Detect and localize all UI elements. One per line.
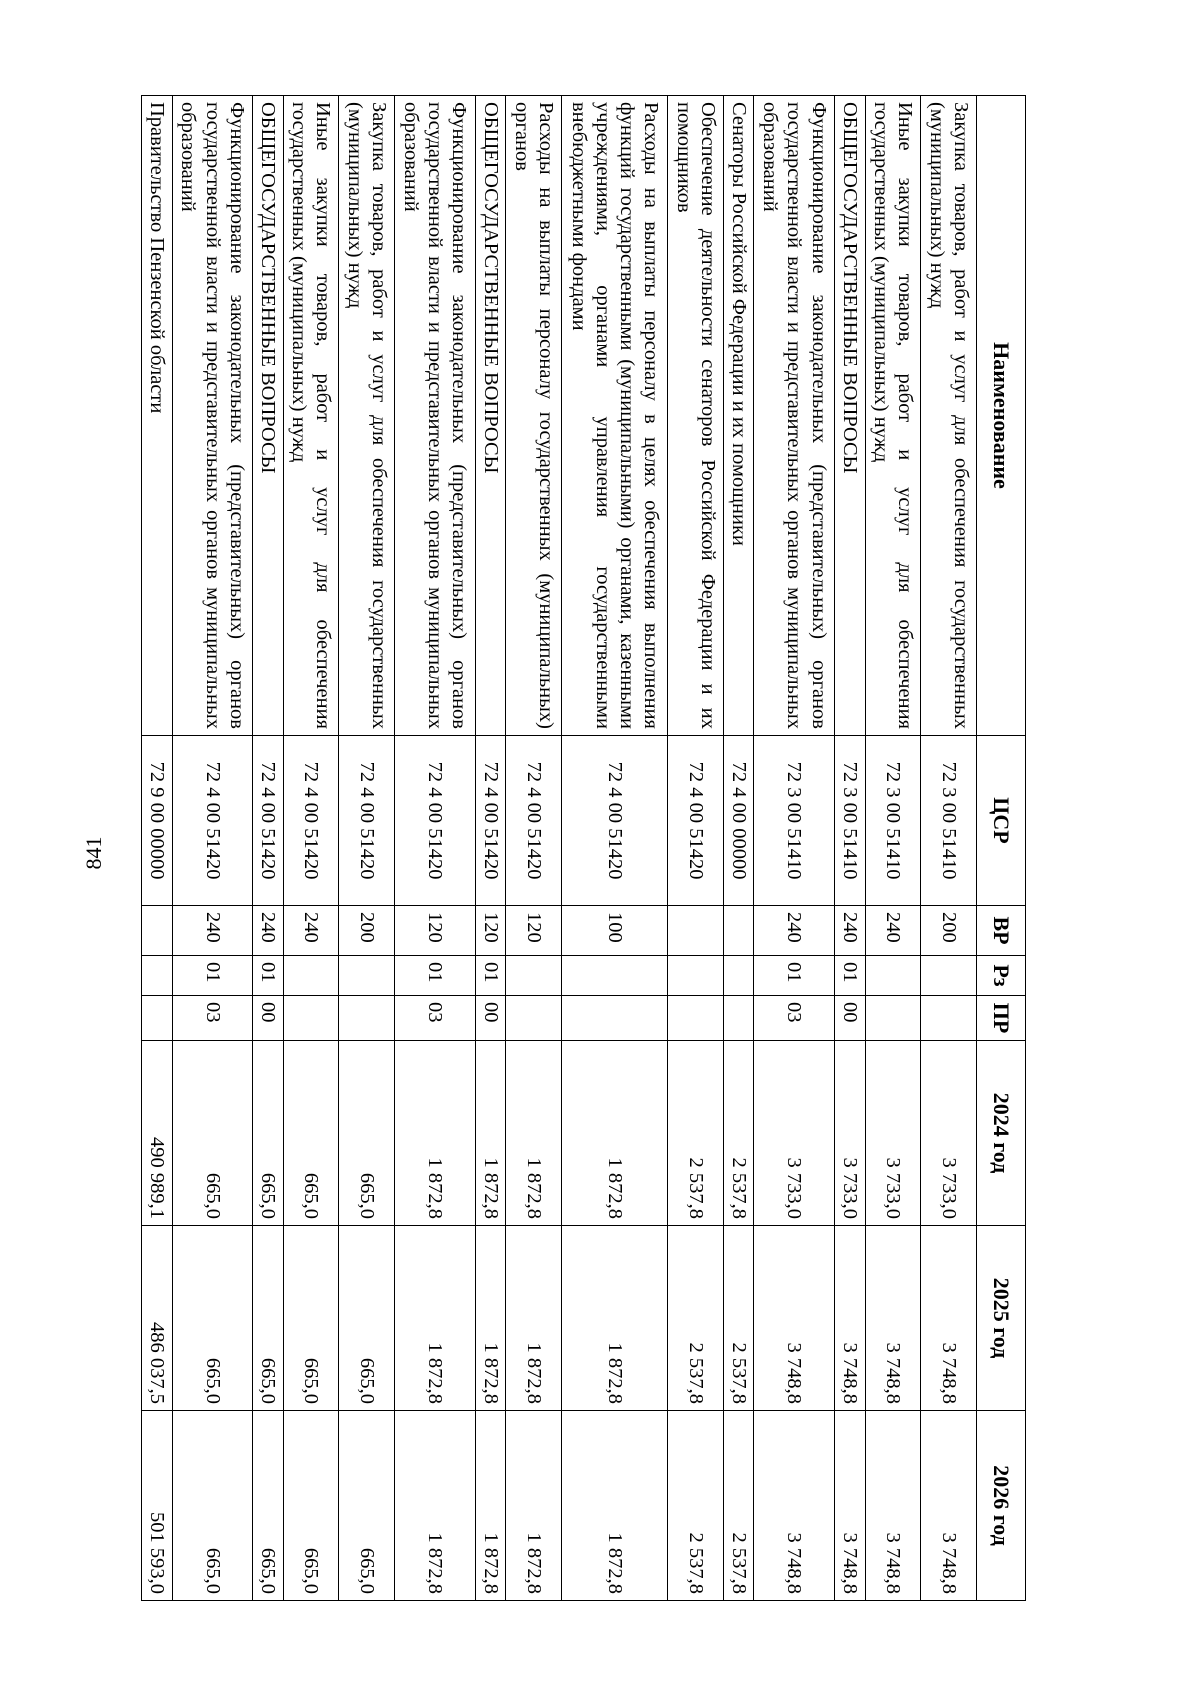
cell-2026: 3 748,8 [865,1411,921,1601]
cell-2024: 1 872,8 [395,1041,476,1226]
cell-vr [668,906,724,956]
cell-2026: 665,0 [339,1411,395,1601]
cell-2025: 665,0 [172,1226,253,1411]
table-row [506,96,562,1601]
cell-2024: 490 989,1 [142,1041,173,1226]
cell-pr [283,996,339,1041]
cell-name: Иные закупки товаров, работ и услуг для обеспечения государственных (муниципальных) нужд [865,96,921,736]
table-row [754,96,835,1601]
cell-vr: 240 [283,906,339,956]
table-row [142,96,173,1601]
cell-2024: 665,0 [339,1041,395,1226]
table-row [253,96,283,1601]
cell-csr: 72 9 00 00000 [142,736,173,906]
cell-csr: 72 4 00 51420 [395,736,476,906]
cell-rz: 01 [253,956,283,996]
cell-2024: 2 537,8 [724,1041,754,1226]
cell-name: ОБЩЕГОСУДАРСТВЕННЫЕ ВОПРОСЫ [475,96,505,736]
cell-2026: 1 872,8 [562,1411,668,1601]
cell-2024: 2 537,8 [668,1041,724,1226]
cell-rz [668,956,724,996]
cell-rz [921,956,977,996]
cell-2026: 665,0 [253,1411,283,1601]
cell-pr: 03 [395,996,476,1041]
cell-rz [506,956,562,996]
cell-rz [339,956,395,996]
cell-csr: 72 4 00 51420 [668,736,724,906]
cell-csr: 72 4 00 51420 [562,736,668,906]
cell-pr: 03 [754,996,835,1041]
cell-name: Правительство Пензенской области [142,96,173,736]
cell-name: Обеспечение деятельности сенаторов Российской Федерации и их помощников [668,96,724,736]
cell-pr: 00 [475,996,505,1041]
cell-2025: 2 537,8 [724,1226,754,1411]
cell-csr: 72 4 00 51420 [253,736,283,906]
cell-vr: 120 [395,906,476,956]
cell-rz: 01 [835,956,865,996]
cell-vr: 240 [253,906,283,956]
cell-csr: 72 4 00 00000 [724,736,754,906]
cell-name: Функционирование законодательных (представительных) органов государственной власти и представительных органов муниципальных образований [754,96,835,736]
cell-pr [339,996,395,1041]
cell-2025: 1 872,8 [506,1226,562,1411]
cell-rz: 01 [754,956,835,996]
header-2024: 2024 год [977,1041,1026,1226]
cell-2025: 1 872,8 [562,1226,668,1411]
cell-pr [921,996,977,1041]
header-2025: 2025 год [977,1226,1026,1411]
cell-2024: 1 872,8 [475,1041,505,1226]
cell-rz [724,956,754,996]
table-row [339,96,395,1601]
cell-2026: 1 872,8 [506,1411,562,1601]
cell-vr: 240 [835,906,865,956]
cell-pr [668,996,724,1041]
cell-rz [562,956,668,996]
header-pr: ПР [977,996,1026,1041]
cell-name: Закупка товаров, работ и услуг для обеспечения государственных (муниципальных) нужд [339,96,395,736]
cell-2026: 501 593,0 [142,1411,173,1601]
cell-csr: 72 4 00 51420 [172,736,253,906]
cell-2024: 3 733,0 [865,1041,921,1226]
cell-name: Иные закупки товаров, работ и услуг для обеспечения государственных (муниципальных) нужд [283,96,339,736]
cell-2024: 665,0 [253,1041,283,1226]
cell-pr: 03 [172,996,253,1041]
cell-csr: 72 3 00 51410 [835,736,865,906]
cell-2025: 1 872,8 [395,1226,476,1411]
cell-2024: 665,0 [172,1041,253,1226]
cell-name: Закупка товаров, работ и услуг для обеспечения государственных (муниципальных) нужд [921,96,977,736]
cell-vr: 240 [865,906,921,956]
cell-2025: 665,0 [339,1226,395,1411]
cell-csr: 72 4 00 51420 [506,736,562,906]
table-row [475,96,505,1601]
table-row [172,96,253,1601]
cell-2025: 2 537,8 [668,1226,724,1411]
cell-vr: 200 [921,906,977,956]
cell-2026: 2 537,8 [724,1411,754,1601]
cell-pr [724,996,754,1041]
cell-2025: 665,0 [253,1226,283,1411]
cell-pr [865,996,921,1041]
cell-2026: 1 872,8 [395,1411,476,1601]
header-csr: ЦСР [977,736,1026,906]
header-rz: Рз [977,956,1026,996]
cell-rz [283,956,339,996]
cell-pr [506,996,562,1041]
cell-vr: 120 [506,906,562,956]
table-row [921,96,977,1601]
cell-name: ОБЩЕГОСУДАРСТВЕННЫЕ ВОПРОСЫ [253,96,283,736]
cell-2026: 665,0 [172,1411,253,1601]
cell-rz [865,956,921,996]
cell-rz: 01 [395,956,476,996]
cell-2025: 3 748,8 [921,1226,977,1411]
cell-2024: 1 872,8 [506,1041,562,1226]
table-row [395,96,476,1601]
table-row [668,96,724,1601]
cell-vr [142,906,173,956]
cell-2024: 3 733,0 [835,1041,865,1226]
cell-2026: 1 872,8 [475,1411,505,1601]
cell-csr: 72 4 00 51420 [283,736,339,906]
cell-rz: 01 [172,956,253,996]
header-name: Наименование [977,96,1026,736]
cell-name: ОБЩЕГОСУДАРСТВЕННЫЕ ВОПРОСЫ [835,96,865,736]
cell-2026: 3 748,8 [754,1411,835,1601]
cell-pr: 00 [253,996,283,1041]
cell-csr: 72 4 00 51420 [475,736,505,906]
table-row [562,96,668,1601]
cell-csr: 72 3 00 51410 [754,736,835,906]
cell-pr [142,996,173,1041]
cell-vr: 100 [562,906,668,956]
cell-vr: 120 [475,906,505,956]
cell-vr [724,906,754,956]
cell-pr [562,996,668,1041]
header-2026: 2026 год [977,1411,1026,1601]
table-row [724,96,754,1601]
cell-2025: 3 748,8 [865,1226,921,1411]
table-row [835,96,865,1601]
cell-rz [142,956,173,996]
cell-pr: 00 [835,996,865,1041]
budget-table [141,95,1026,1601]
cell-2026: 3 748,8 [921,1411,977,1601]
cell-2026: 665,0 [283,1411,339,1601]
cell-name: Функционирование законодательных (представительных) органов государственной власти и представительных органов муниципальных образований [172,96,253,736]
cell-2025: 486 037,5 [142,1226,173,1411]
cell-rz: 01 [475,956,505,996]
rotated-table-wrapper [141,95,1026,1600]
cell-2025: 3 748,8 [754,1226,835,1411]
cell-2026: 3 748,8 [835,1411,865,1601]
cell-2026: 2 537,8 [668,1411,724,1601]
cell-2025: 3 748,8 [835,1226,865,1411]
cell-name: Функционирование законодательных (представительных) органов государственной власти и представительных органов муниципальных образований [395,96,476,736]
cell-2024: 665,0 [283,1041,339,1226]
header-vr: ВР [977,906,1026,956]
cell-2025: 1 872,8 [475,1226,505,1411]
cell-csr: 72 4 00 51420 [339,736,395,906]
cell-2025: 665,0 [283,1226,339,1411]
cell-name: Расходы на выплаты персоналу государственных (муниципальных) органов [506,96,562,736]
cell-csr: 72 3 00 51410 [921,736,977,906]
cell-2024: 1 872,8 [562,1041,668,1226]
cell-2024: 3 733,0 [754,1041,835,1226]
cell-name: Расходы на выплаты персоналу в целях обеспечения выполнения функций государственными (муниципальными) органами, казенными учреждениями, органами управления государственными внебюджетными фондами [562,96,668,736]
cell-vr: 240 [172,906,253,956]
cell-name: Сенаторы Российской Федерации и их помощники [724,96,754,736]
page-number: 841 [81,836,106,870]
table-header-row [977,96,1026,1601]
cell-vr: 240 [754,906,835,956]
cell-2024: 3 733,0 [921,1041,977,1226]
cell-vr: 200 [339,906,395,956]
table-row [865,96,921,1601]
table-row [283,96,339,1601]
cell-csr: 72 3 00 51410 [865,736,921,906]
